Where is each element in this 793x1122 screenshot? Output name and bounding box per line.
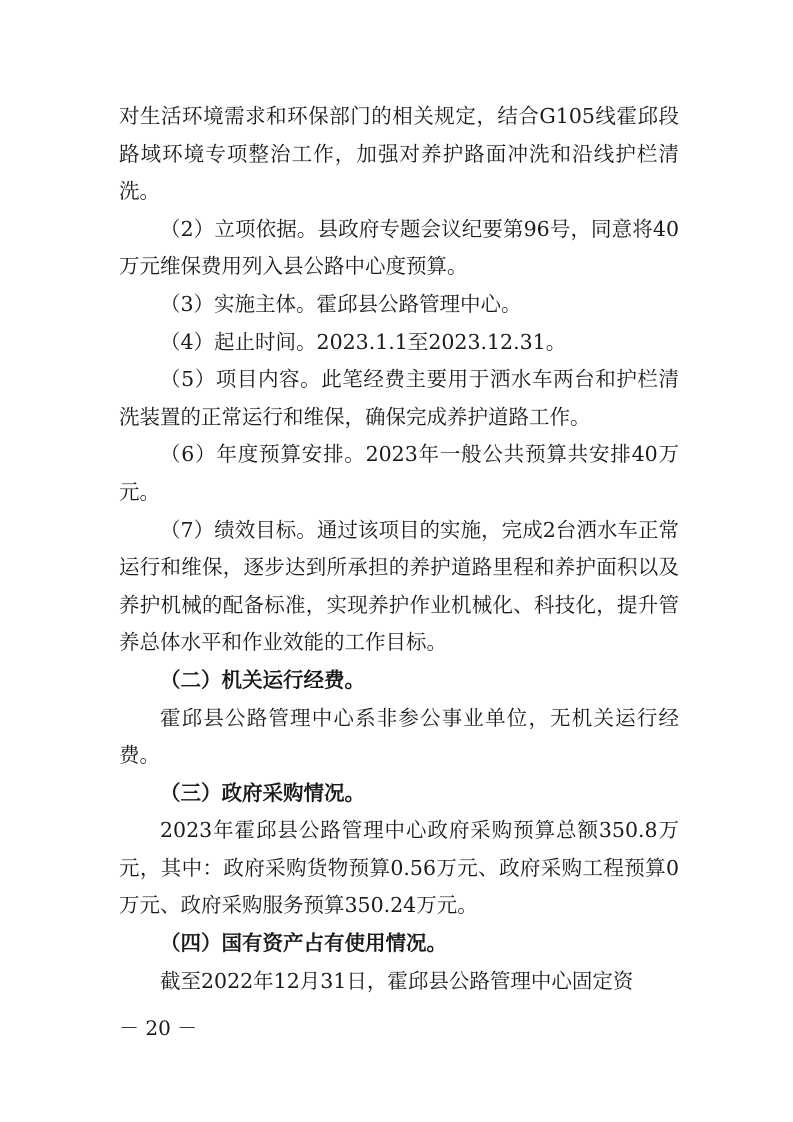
paragraph-continuation: 对生活环境需求和环保部门的相关规定，结合G105线霍邱段路域环境专项整治工作，加强对养护路面冲洗和沿线护栏清洗。 [119,104,679,204]
document-body [119,98,679,1000]
paragraph-procurement: 2023年霍邱县公路管理中心政府采购预算总额350.8万元，其中：政府采购货物预算0.56万元、政府采购工程预算0万元、政府采购服务预算350.24万元。 [119,818,679,918]
paragraph-annual-budget: （6）年度预算安排。2023年一般公共预算共安排40万元。 [119,442,679,504]
paragraph-time-period: （4）起止时间。2023.1.1至2023.12.31。 [160,329,567,354]
paragraph-performance-goals: （7）绩效目标。通过该项目的实施，完成2台洒水车正常运行和维保，逐步达到所承担的养护道路里程和养护面积以及养护机械的配备标准，实现养护作业机械化、科技化，提升管养总体水平和作业效能的工作目标。 [119,517,679,655]
page-number: － 20 － [119,1016,198,1040]
section-heading-operating-funds: （二）机关运行经费。 [160,667,365,692]
paragraph-project-content: （5）项目内容。此笔经费主要用于洒水车两台和护栏清洗装置的正常运行和维保，确保完成养护道路工作。 [119,367,679,429]
section-heading-procurement: （三）政府采购情况。 [160,780,365,805]
paragraph-implementing-body: （3）实施主体。霍邱县公路管理中心。 [160,291,522,316]
section-heading-state-assets: （四）国有资产占有使用情况。 [160,931,447,956]
paragraph-project-basis: （2）立项依据。县政府专题会议纪要第96号，同意将40万元维保费用列入县公路中心度预算。 [119,216,679,279]
paragraph-state-assets: 截至2022年12月31日，霍邱县公路管理中心固定资 [160,968,634,993]
paragraph-operating-funds: 霍邱县公路管理中心系非参公事业单位，无机关运行经费。 [119,705,679,768]
